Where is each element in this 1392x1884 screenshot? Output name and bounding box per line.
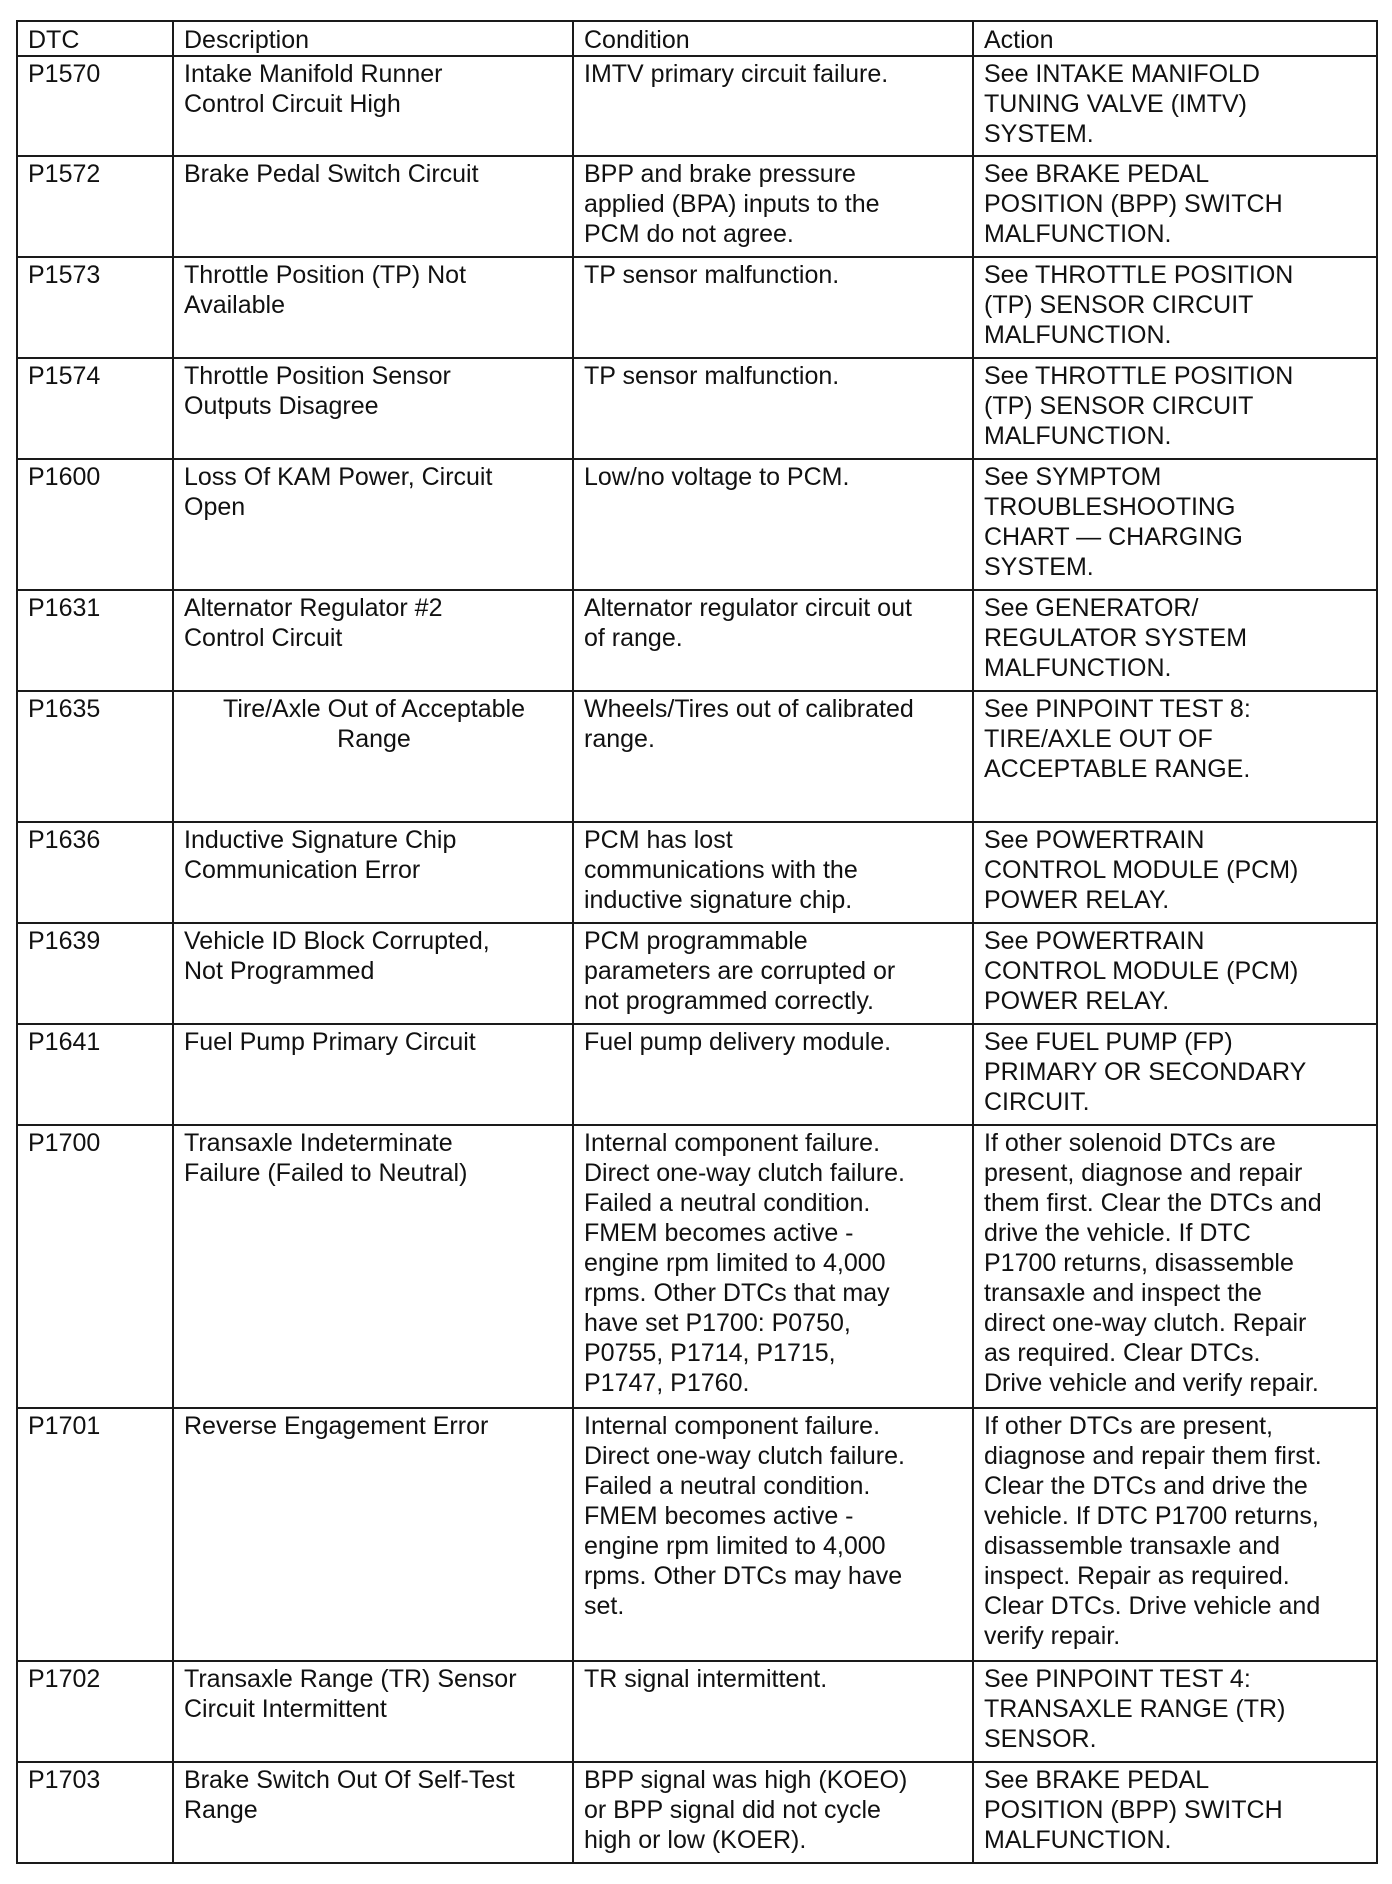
description-cell: Transaxle Range (TR) Sensor Circuit Intermittent — [173, 1661, 573, 1762]
dtc-code: P1702 — [17, 1661, 173, 1762]
condition-cell: Alternator regulator circuit out of range. — [573, 590, 973, 691]
table-row — [17, 822, 1377, 923]
dtc-code: P1631 — [17, 590, 173, 691]
action-cell: If other DTCs are present, diagnose and repair them first. Clear the DTCs and drive the vehicle. If DTC P1700 returns, disassemble transaxle and inspect. Repair as required. Clear DTCs. Drive vehicle and verify repair. — [973, 1408, 1377, 1661]
action-cell: See SYMPTOM TROUBLESHOOTING CHART — CHARGING SYSTEM. — [973, 459, 1377, 590]
dtc-code: P1701 — [17, 1408, 173, 1661]
condition-cell: TP sensor malfunction. — [573, 257, 973, 358]
description-cell: Throttle Position (TP) Not Available — [173, 257, 573, 358]
dtc-code: P1573 — [17, 257, 173, 358]
action-cell: See GENERATOR/ REGULATOR SYSTEM MALFUNCTION. — [973, 590, 1377, 691]
description-cell: Inductive Signature Chip Communication Error — [173, 822, 573, 923]
condition-cell: PCM has lost communications with the inductive signature chip. — [573, 822, 973, 923]
description-cell: Transaxle Indeterminate Failure (Failed to Neutral) — [173, 1125, 573, 1408]
header-action: Action — [973, 21, 1377, 56]
description-cell: Fuel Pump Primary Circuit — [173, 1024, 573, 1125]
action-cell: See THROTTLE POSITION (TP) SENSOR CIRCUIT MALFUNCTION. — [973, 257, 1377, 358]
table-row — [17, 1408, 1377, 1661]
table-row — [17, 1661, 1377, 1762]
header-dtc: DTC — [17, 21, 173, 56]
description-cell: Intake Manifold Runner Control Circuit High — [173, 56, 573, 156]
action-cell: See FUEL PUMP (FP) PRIMARY OR SECONDARY CIRCUIT. — [973, 1024, 1377, 1125]
condition-cell: Internal component failure. Direct one-way clutch failure. Failed a neutral condition. FMEM becomes active - engine rpm limited to 4,000 rpms. Other DTCs may have set. — [573, 1408, 973, 1661]
dtc-code: P1700 — [17, 1125, 173, 1408]
table-row — [17, 923, 1377, 1024]
table-row — [17, 590, 1377, 691]
header-description: Description — [173, 21, 573, 56]
table-row — [17, 257, 1377, 358]
description-cell: Tire/Axle Out of Acceptable Range — [173, 691, 573, 822]
action-cell: See PINPOINT TEST 4: TRANSAXLE RANGE (TR) SENSOR. — [973, 1661, 1377, 1762]
description-cell: Brake Switch Out Of Self-Test Range — [173, 1762, 573, 1863]
dtc-code: P1574 — [17, 358, 173, 459]
condition-cell: Wheels/Tires out of calibrated range. — [573, 691, 973, 822]
dtc-code: P1572 — [17, 156, 173, 257]
table-row — [17, 459, 1377, 590]
dtc-code: P1641 — [17, 1024, 173, 1125]
condition-cell: Fuel pump delivery module. — [573, 1024, 973, 1125]
description-cell: Throttle Position Sensor Outputs Disagree — [173, 358, 573, 459]
condition-cell: PCM programmable parameters are corrupted or not programmed correctly. — [573, 923, 973, 1024]
condition-cell: Internal component failure. Direct one-way clutch failure. Failed a neutral condition. FMEM becomes active - engine rpm limited to 4,000 rpms. Other DTCs that may have set P1700: P0750, P0755, P1714, P1715, P1747, P1760. — [573, 1125, 973, 1408]
dtc-code: P1570 — [17, 56, 173, 156]
action-cell: See POWERTRAIN CONTROL MODULE (PCM) POWER RELAY. — [973, 923, 1377, 1024]
table-row — [17, 1024, 1377, 1125]
description-cell: Vehicle ID Block Corrupted, Not Programmed — [173, 923, 573, 1024]
condition-cell: Low/no voltage to PCM. — [573, 459, 973, 590]
table-row — [17, 1125, 1377, 1408]
dtc-code: P1639 — [17, 923, 173, 1024]
table-row — [17, 56, 1377, 156]
action-cell: See INTAKE MANIFOLD TUNING VALVE (IMTV) SYSTEM. — [973, 56, 1377, 156]
action-cell: If other solenoid DTCs are present, diagnose and repair them first. Clear the DTCs and drive the vehicle. If DTC P1700 returns, disassemble transaxle and inspect the direct one-way clutch. Repair as required. Clear DTCs. Drive vehicle and verify repair. — [973, 1125, 1377, 1408]
table-row — [17, 156, 1377, 257]
description-cell: Brake Pedal Switch Circuit — [173, 156, 573, 257]
dtc-code: P1703 — [17, 1762, 173, 1863]
action-cell: See POWERTRAIN CONTROL MODULE (PCM) POWER RELAY. — [973, 822, 1377, 923]
action-cell: See BRAKE PEDAL POSITION (BPP) SWITCH MALFUNCTION. — [973, 156, 1377, 257]
dtc-code: P1636 — [17, 822, 173, 923]
condition-cell: BPP signal was high (KOEO) or BPP signal did not cycle high or low (KOER). — [573, 1762, 973, 1863]
description-cell: Alternator Regulator #2 Control Circuit — [173, 590, 573, 691]
action-cell: See THROTTLE POSITION (TP) SENSOR CIRCUIT MALFUNCTION. — [973, 358, 1377, 459]
condition-cell: BPP and brake pressure applied (BPA) inputs to the PCM do not agree. — [573, 156, 973, 257]
table-row — [17, 691, 1377, 822]
dtc-table — [16, 20, 1378, 1864]
table-row — [17, 1762, 1377, 1863]
description-cell: Reverse Engagement Error — [173, 1408, 573, 1661]
condition-cell: TR signal intermittent. — [573, 1661, 973, 1762]
condition-cell: IMTV primary circuit failure. — [573, 56, 973, 156]
table-header-row — [17, 21, 1377, 56]
description-cell: Loss Of KAM Power, Circuit Open — [173, 459, 573, 590]
dtc-code: P1635 — [17, 691, 173, 822]
action-cell: See PINPOINT TEST 8: TIRE/AXLE OUT OF ACCEPTABLE RANGE. — [973, 691, 1377, 822]
dtc-code: P1600 — [17, 459, 173, 590]
condition-cell: TP sensor malfunction. — [573, 358, 973, 459]
action-cell: See BRAKE PEDAL POSITION (BPP) SWITCH MALFUNCTION. — [973, 1762, 1377, 1863]
header-condition: Condition — [573, 21, 973, 56]
table-row — [17, 358, 1377, 459]
